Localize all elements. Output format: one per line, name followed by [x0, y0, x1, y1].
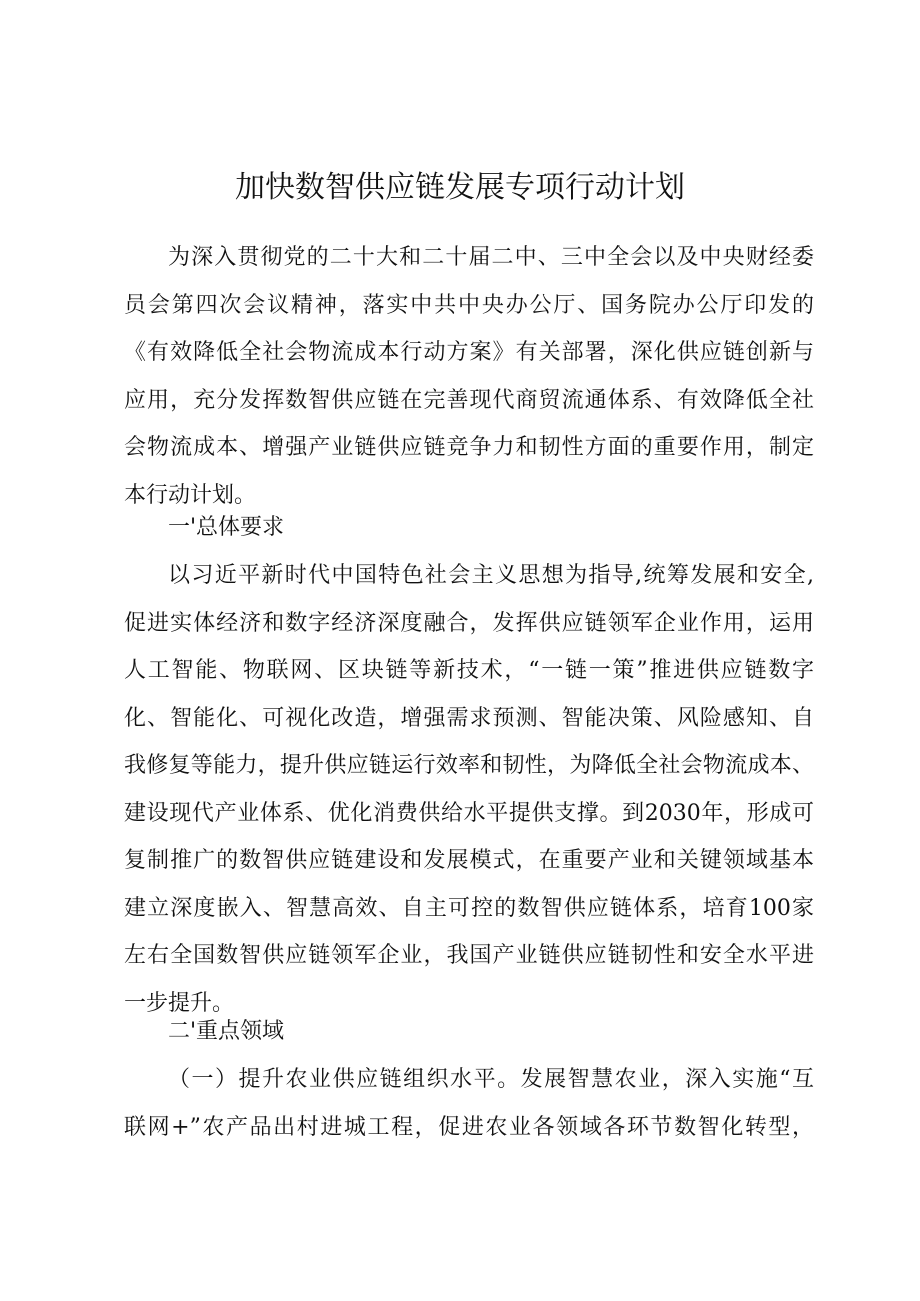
- agri-line-1: （一）提升农业供应链组织水平。发展智慧农业，深入实施“互: [168, 1067, 814, 1092]
- general-line-9: 左右全国数智供应链领军企业，我国产业链供应链韧性和安全水平进: [124, 943, 814, 968]
- intro-line-4: 应用，充分发挥数智供应链在完善现代商贸流通体系、有效降低全社: [124, 387, 814, 413]
- intro-line-1: 为深入贯彻党的二十大和二十届二中、三中全会以及中央财经委: [168, 245, 814, 270]
- document-title: 加快数智供应链发展专项行动计划: [235, 170, 685, 205]
- general-line-5: 我修复等能力，提升供应链运行效率和韧性，为降低全社会物流成本、: [124, 753, 814, 778]
- general-line-10: 一步提升。: [124, 990, 235, 1016]
- general-line-4: 化、智能化、可视化改造，增强需求预测、智能决策、风险感知、自: [124, 705, 814, 731]
- section-heading-key-areas: 二'重点领域: [168, 1019, 285, 1044]
- intro-line-6: 本行动计划。: [124, 482, 257, 508]
- section-heading-general-requirements: 一'总体要求: [168, 515, 285, 540]
- general-line-2: 促进实体经济和数字经济深度融合，发挥供应链领军企业作用，运用: [124, 610, 814, 636]
- agri-line-2: 联网+”农产品出村进城工程，促进农业各领域各环节数智化转型，: [124, 1114, 814, 1140]
- agriculture-paragraph: [124, 1056, 814, 1151]
- general-line-1: 以习近平新时代中国特色社会主义思想为指导,统筹发展和安全,: [168, 563, 814, 588]
- general-line-7: 复制推广的数智供应链建设和发展模式，在重要产业和关键领域基本: [124, 848, 814, 873]
- intro-line-3: 《有效降低全社会物流成本行动方案》有关部署，深化供应链创新与: [124, 340, 814, 365]
- general-line-6: 建设现代产业体系、优化消费供给水平提供支撑。到2030年，形成可: [124, 800, 814, 826]
- intro-paragraph: [124, 234, 814, 519]
- intro-line-2: 员会第四次会议精神，落实中共中央办公厅、国务院办公厅印发的: [124, 292, 814, 318]
- general-requirements-paragraph: [124, 552, 814, 1027]
- general-line-8: 建立深度嵌入、智慧高效、自主可控的数智供应链体系，培育100家: [124, 895, 814, 921]
- intro-line-5: 会物流成本、增强产业链供应链竞争力和韧性方面的重要作用，制定: [124, 435, 814, 460]
- general-line-3: 人工智能、物联网、区块链等新技术，“一链一策”推进供应链数字: [124, 658, 814, 683]
